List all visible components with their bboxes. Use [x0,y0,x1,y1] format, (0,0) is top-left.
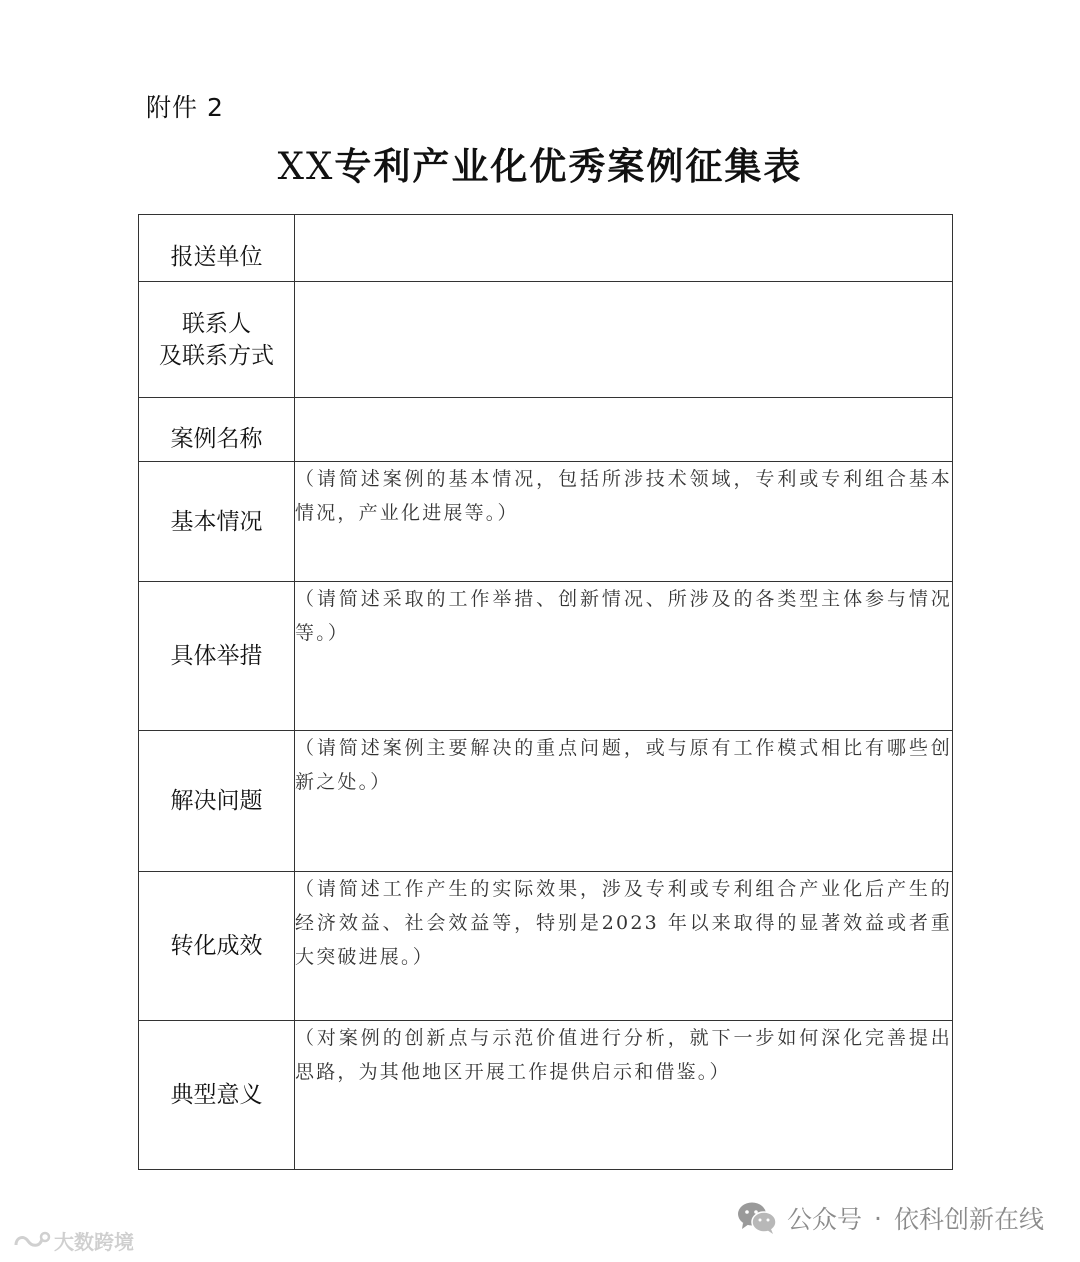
label-reporting-unit: 报送单位 [170,244,263,270]
channel-prefix: 公众号 [787,1205,863,1234]
case-collection-table [138,214,953,1170]
row-reporting-unit [139,215,953,282]
label-cell [139,1021,295,1170]
row-measures [139,582,953,731]
title-main: 专利产业化优秀案例征集表 [334,145,803,188]
field-measures[interactable]: （请简述采取的工作举措、创新情况、所涉及的各类型主体参与情况等。） [295,582,953,731]
row-case-name [139,398,953,462]
label-significance: 典型意义 [170,1082,263,1108]
label-problems-solved: 解决问题 [170,788,263,814]
wechat-icon [737,1201,777,1235]
watermark [12,1226,134,1255]
label-cell [139,398,295,462]
row-problems-solved [139,731,953,872]
label-cell [139,215,295,282]
label-results: 转化成效 [170,933,263,959]
attachment-label: 附件 2 [146,93,224,122]
channel-separator: · [874,1203,882,1233]
label-contact-line1: 联系人 [182,310,251,337]
row-results [139,872,953,1021]
label-cell [139,462,295,582]
channel-name[interactable]: 依科创新在线 [893,1205,1044,1234]
field-contact[interactable] [295,282,953,398]
field-reporting-unit[interactable] [295,215,953,282]
label-measures: 具体举措 [170,643,263,669]
row-significance [139,1021,953,1170]
field-significance[interactable]: （对案例的创新点与示范价值进行分析，就下一步如何深化完善提出思路，为其他地区开展工作提供启示和借鉴。） [295,1021,953,1170]
label-case-name: 案例名称 [170,425,263,452]
page-title [0,136,1080,190]
label-cell [139,731,295,872]
label-cell [139,582,295,731]
row-basic-info [139,462,953,582]
label-cell [139,282,295,398]
row-contact [139,282,953,398]
watermark-logo-icon [12,1229,52,1253]
field-problems-solved[interactable]: （请简述案例主要解决的重点问题，或与原有工作模式相比有哪些创新之处。） [295,731,953,872]
wechat-account-footer [737,1200,1044,1236]
label-basic-info: 基本情况 [170,508,263,535]
field-basic-info[interactable]: （请简述案例的基本情况，包括所涉技术领域，专利或专利组合基本情况，产业化进展等。） [295,462,953,582]
watermark-text: 大数跨境 [54,1230,134,1254]
label-contact-line2: 及联系方式 [159,342,274,369]
field-results[interactable]: （请简述工作产生的实际效果，涉及专利或专利组合产业化后产生的经济效益、社会效益等，特别是2023 年以来取得的显著效益或者重大突破进展。） [295,872,953,1021]
label-cell [139,872,295,1021]
field-case-name[interactable] [295,398,953,462]
title-prefix: XX [277,145,335,188]
